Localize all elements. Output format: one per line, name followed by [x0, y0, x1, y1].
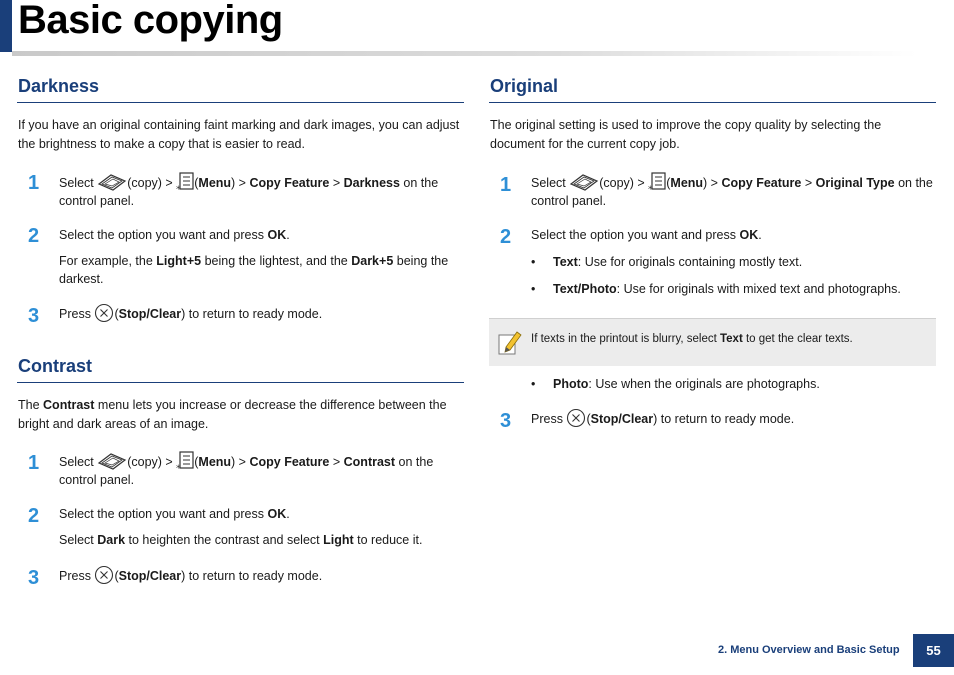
contrast-rule [17, 382, 464, 383]
footer-chapter: 2. Menu Overview and Basic Setup [718, 644, 900, 656]
contrast-heading: Contrast [18, 356, 93, 376]
svg-text:*: * [176, 464, 181, 471]
original-step1-number: 1 [500, 174, 512, 196]
darkness-step2-text: Select the option you want and press OK. [59, 228, 290, 242]
original-step2-number: 2 [500, 226, 512, 248]
list-item: • Text: Use for originals containing mostly text. [531, 255, 803, 269]
note-text: If texts in the printout is blurry, select Text to get the clear texts. [531, 333, 853, 345]
contrast-step2-number: 2 [28, 505, 40, 527]
svg-text:*: * [648, 185, 653, 192]
darkness-step3-text: Press (Stop/Clear) to return to ready mode. [59, 303, 469, 323]
darkness-intro: If you have an original containing faint marking and dark images, you can adjust the brightness to make a copy that is easier to read. [18, 118, 460, 151]
original-intro: The original setting is used to improve the copy quality by selecting the document for the current copy job. [490, 118, 882, 151]
copy-icon [97, 451, 127, 471]
contrast-step3-text: Press (Stop/Clear) to return to ready mode. [59, 565, 469, 585]
note-pencil-icon [497, 329, 523, 362]
stop-clear-icon [94, 303, 114, 323]
darkness-step2-number: 2 [28, 225, 40, 247]
original-step3-number: 3 [500, 410, 512, 432]
darkness-step1-text: Select (copy) > * (Menu) > Copy Feature > Darkness on the control panel. [59, 172, 469, 210]
darkness-step1-number: 1 [28, 172, 40, 194]
title-underline [12, 51, 917, 56]
original-step3-text: Press (Stop/Clear) to return to ready mode. [531, 408, 941, 428]
copy-icon [97, 172, 127, 192]
note-box [489, 318, 936, 366]
contrast-step2-detail: Select Dark to heighten the contrast and select Light to reduce it. [59, 533, 423, 547]
original-rule [489, 102, 936, 103]
darkness-step2-example: For example, the Light+5 being the lightest, and the Dark+5 being the darkest. [59, 254, 449, 286]
svg-text:*: * [176, 185, 181, 192]
page-number: 55 [913, 634, 954, 667]
list-item: • Photo: Use when the originals are photographs. [531, 377, 820, 391]
original-step2-text: Select the option you want and press OK. [531, 228, 762, 242]
contrast-step1-number: 1 [28, 452, 40, 474]
contrast-intro: The Contrast menu lets you increase or decrease the difference between the bright and dark areas of an image. [18, 398, 447, 431]
contrast-step1-text: Select (copy) > * (Menu) > Copy Feature > Contrast on the control panel. [59, 451, 469, 489]
copy-icon [569, 172, 599, 192]
list-item: • Text/Photo: Use for originals with mixed text and photographs. [531, 282, 901, 296]
menu-icon [176, 451, 194, 471]
menu-icon [648, 172, 666, 192]
stop-clear-icon [566, 408, 586, 428]
page-title: Basic copying [18, 0, 283, 42]
original-heading: Original [490, 76, 559, 96]
darkness-heading: Darkness [18, 76, 100, 96]
menu-icon [176, 172, 194, 192]
title-accent-bar [0, 0, 12, 52]
original-step1-text: Select (copy) > * (Menu) > Copy Feature > Original Type on the control panel. [531, 172, 941, 210]
contrast-step3-number: 3 [28, 567, 40, 589]
darkness-step3-number: 3 [28, 305, 40, 327]
contrast-step2-text: Select the option you want and press OK. [59, 507, 290, 521]
stop-clear-icon [94, 565, 114, 585]
darkness-rule [17, 102, 464, 103]
